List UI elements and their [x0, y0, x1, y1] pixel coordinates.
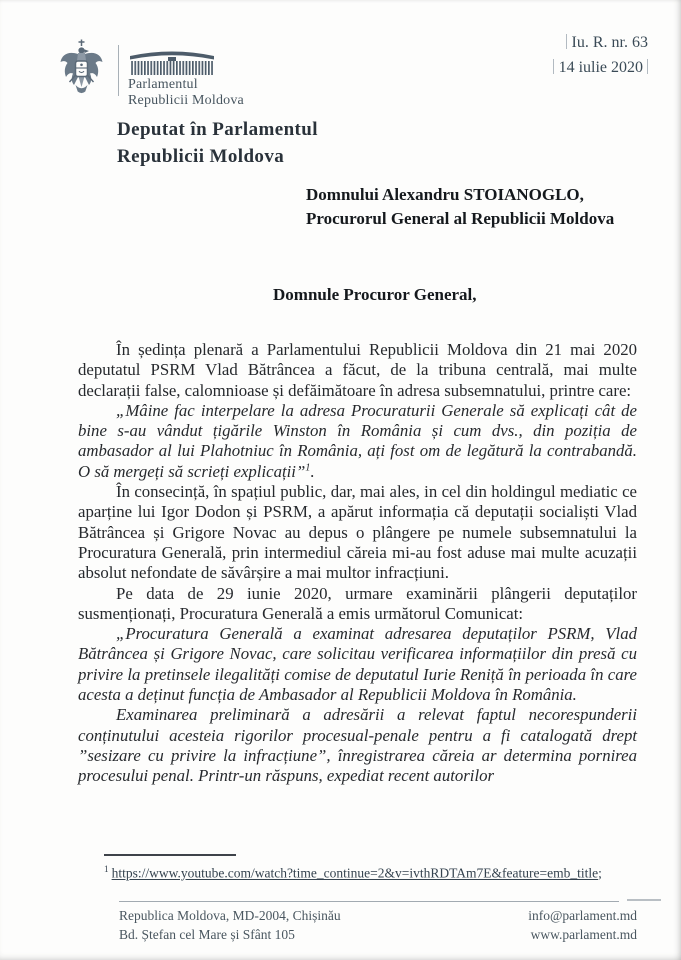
recipient-name: Domnului Alexandru STOIANOGLO, [306, 185, 584, 204]
sender-title-line2: Republicii Moldova [117, 146, 285, 167]
org-name [128, 77, 244, 108]
footnote-reference: 1 [305, 462, 311, 474]
recipient-block [306, 183, 614, 231]
footnote-suffix: ; [598, 865, 602, 881]
paragraph-2-period: . [310, 461, 315, 481]
paragraph-5-quote: „Procuratura Generală a examinat adresarea deputaților PSRM, Vlad Bătrâncea și Grigore Novac, care solicitau verificarea informațiilor din presă cu privire la pretinsele ilegalități comise de deputatul Iurie Reniță în perioada în care acesta a deținut funcția de Ambasador al Republicii Moldova în România. [78, 624, 637, 705]
paragraph-1: În ședința plenară a Parlamentului Republicii Moldova din 21 mai 2020 deputatul PSRM Vlad Bătrâncea a făcut, de la tribuna centrală, mai multe declarații false, calomnioase și defăimătoare în adresa subsemnatului, printre care: [78, 340, 637, 400]
letterhead-divider [118, 45, 119, 96]
footnote-divider [104, 854, 236, 856]
sender-title-line1: Deputat în Parlamentul [117, 119, 318, 140]
moldova-coat-of-arms-icon [58, 37, 105, 97]
sender-title [117, 116, 318, 170]
reference-number: Iu. R. nr. 63 [553, 30, 648, 55]
document-date: 14 iulie 2020 [553, 55, 648, 80]
salutation: Domnule Procuror General, [273, 285, 477, 304]
footnote-marker: 1 [104, 864, 109, 874]
org-name-line2: Republicii Moldova [128, 92, 244, 108]
paragraph-2-text: „Mâine fac interpelare la adresa Procuraturii Generale să explicați cât de bine s-au vândut țigările Winston în România și cum dvs., din poziția de ambasador al lui Plahotniuc în România, ați fost om de legătură la contrabandă. O să mergeți să scrieți explicații” [78, 400, 637, 481]
footer-contacts [528, 907, 637, 944]
org-name-line1: Parlamentul [128, 77, 198, 92]
paragraph-4: Pe data de 29 iunie 2020, urmare examinării plângerii deputaților susmenționați, Procuratura Generală a emis următorul Comunicat: [78, 583, 637, 623]
recipient-role: Procurorul General al Republicii Moldova [306, 209, 615, 228]
footer-address-line1: Republica Moldova, MD-2004, Chișinău [119, 908, 341, 923]
footer-divider [119, 901, 619, 902]
footer-website: www.parlament.md [530, 926, 637, 942]
footer-address [119, 907, 341, 944]
footnote-url-link[interactable]: https://www.youtube.com/watch?time_continue=2&v=ivthRDTAm7E&feature=emb_title [111, 865, 599, 881]
paragraph-6-quote: Examinarea preliminară a adresării a relevat faptul necorespunderii conținutului acesteia rigorilor procesual-penale pentru a fi catalogată drept ”sesizare cu privire la infracțiune”, înregistrarea căreia ar determina pornirea procesului penal. Printr-un răspuns, expediat recent autorilor [78, 705, 637, 786]
parliament-building-icon [128, 46, 216, 77]
paragraph-2-quote [78, 401, 637, 482]
footer-divider-fragment [627, 899, 661, 901]
reference-block [553, 30, 648, 80]
letter-body [78, 340, 637, 787]
page-footer [119, 907, 637, 944]
footer-email: info@parlament.md [528, 908, 637, 923]
footer-address-line2: Bd. Ștefan cel Mare și Sfânt 105 [119, 926, 295, 942]
footnote [104, 864, 602, 882]
paragraph-3: În consecință, în spațiul public, dar, mai ales, in cel din holdingul mediatic ce aparține lui Igor Dodon și PSRM, a apărut informația că deputații socialiști Vlad Bătrâncea și Grigore Novac au depus o plângere pe numele subsemnatului la Procuratura Generală, prin intermediul căreia mi-au fost aduse mai multe acuzații absolut nefondate de săvârșire a mai multor infracțiuni. [78, 482, 637, 583]
